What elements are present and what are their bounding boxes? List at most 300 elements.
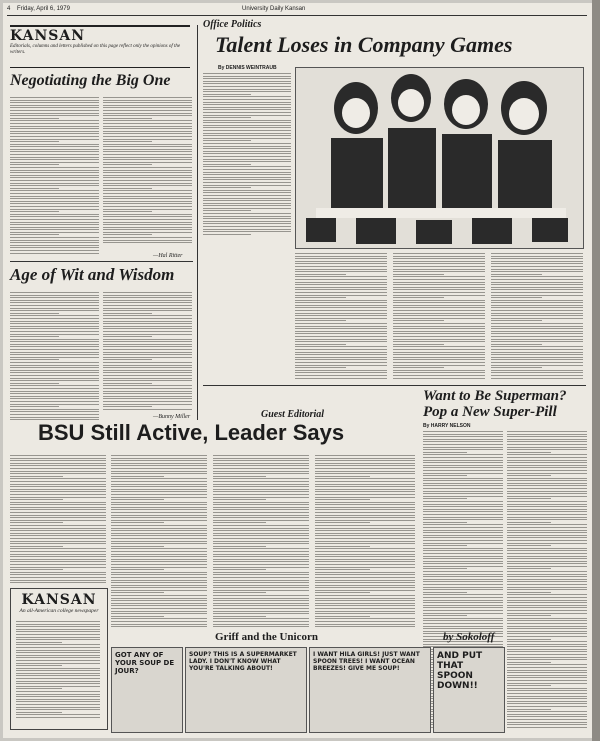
- text-line: [507, 485, 587, 486]
- text-line: [203, 135, 291, 136]
- text-line: [16, 652, 100, 653]
- text-line: [10, 139, 99, 140]
- text-line: [507, 626, 587, 627]
- text-line: [491, 336, 583, 337]
- text-line: [111, 489, 207, 490]
- text-line: [103, 97, 192, 98]
- text-line: [203, 159, 291, 160]
- text-line: [111, 522, 164, 523]
- text-line: [10, 473, 106, 474]
- text-line: [507, 610, 587, 611]
- text-line: [103, 209, 192, 210]
- text-line: [295, 328, 387, 329]
- text-line: [295, 295, 387, 296]
- text-line: [103, 120, 192, 121]
- text-line: [10, 509, 106, 510]
- page-number: 4: [7, 6, 11, 12]
- text-line: [315, 502, 415, 503]
- text-line: [10, 478, 106, 479]
- text-line: [10, 321, 99, 322]
- text-line: [16, 665, 62, 666]
- text-line: [507, 568, 551, 569]
- text-line: [507, 467, 587, 468]
- text-line: [393, 305, 485, 306]
- text-line: [10, 411, 99, 412]
- text-line: [507, 672, 587, 673]
- text-line: [103, 141, 152, 142]
- text-line: [10, 344, 99, 345]
- text-line: [213, 618, 309, 619]
- text-line: [295, 289, 387, 290]
- text-line: [10, 190, 99, 191]
- text-line: [10, 556, 106, 557]
- text-line: [111, 569, 164, 570]
- text-line: [10, 494, 106, 495]
- text-line: [507, 680, 587, 681]
- col1-author: —Hal Ritter: [153, 253, 183, 259]
- text-line: [213, 507, 309, 508]
- text-line: [315, 582, 415, 583]
- text-line: [423, 535, 503, 536]
- text-line: [103, 349, 192, 350]
- superman-byline: By HARRY NELSON: [423, 423, 471, 429]
- text-line: [203, 146, 291, 147]
- text-line: [423, 550, 503, 551]
- text-line: [213, 468, 309, 469]
- text-line: [111, 613, 207, 614]
- text-line: [10, 476, 63, 477]
- text-line: [423, 491, 503, 492]
- text-line: [111, 517, 207, 518]
- text-line: [213, 546, 266, 547]
- text-line: [507, 504, 587, 505]
- text-line: [423, 556, 503, 557]
- text-line: [10, 172, 99, 173]
- text-line: [16, 709, 100, 710]
- text-line: [111, 538, 207, 539]
- text-line: [103, 170, 192, 171]
- text-line: [315, 458, 415, 459]
- text-line: [10, 372, 99, 373]
- text-line: [111, 486, 207, 487]
- text-line: [103, 321, 192, 322]
- text-line: [111, 528, 207, 529]
- text-line: [423, 568, 467, 569]
- text-line: [10, 391, 99, 392]
- page-masthead: [7, 5, 587, 16]
- text-line: [10, 336, 59, 337]
- text-line: [315, 489, 415, 490]
- text-line: [507, 633, 587, 634]
- text-line: [315, 491, 415, 492]
- text-line: [111, 546, 164, 547]
- text-line: [10, 404, 99, 405]
- guest-body-col3: [213, 455, 309, 630]
- text-line: [103, 193, 192, 194]
- text-line: [423, 504, 503, 505]
- text-line: [10, 499, 63, 500]
- text-line: [213, 489, 309, 490]
- text-line: [213, 572, 309, 573]
- text-line: [507, 685, 551, 686]
- text-line: [16, 678, 100, 679]
- text-line: [103, 180, 192, 181]
- text-line: [213, 598, 309, 599]
- text-line: [213, 585, 309, 586]
- text-line: [393, 354, 485, 355]
- text-line: [491, 372, 583, 373]
- text-line: [423, 470, 503, 471]
- text-line: [315, 569, 370, 570]
- text-line: [507, 670, 587, 671]
- text-line: [203, 99, 291, 100]
- text-line: [507, 683, 587, 684]
- text-line: [10, 245, 99, 246]
- text-line: [295, 331, 387, 332]
- text-line: [423, 467, 503, 468]
- text-line: [16, 717, 100, 718]
- text-line: [103, 383, 152, 384]
- text-line: [295, 271, 387, 272]
- text-line: [491, 346, 583, 347]
- text-line: [103, 242, 192, 243]
- text-line: [507, 613, 587, 614]
- text-line: [423, 444, 503, 445]
- text-line: [393, 372, 485, 373]
- text-line: [10, 551, 106, 552]
- comic-author: by Sokoloff: [443, 631, 495, 643]
- text-line: [393, 375, 485, 376]
- text-line: [507, 628, 587, 629]
- text-line: [10, 146, 99, 147]
- text-line: [10, 141, 59, 142]
- text-line: [315, 530, 415, 531]
- text-line: [213, 600, 309, 601]
- text-line: [295, 357, 387, 358]
- text-line: [315, 618, 415, 619]
- text-line: [10, 105, 99, 106]
- text-line: [203, 107, 291, 108]
- text-line: [295, 258, 387, 259]
- text-line: [491, 352, 583, 353]
- text-line: [10, 102, 99, 103]
- text-line: [295, 300, 387, 301]
- text-line: [111, 577, 207, 578]
- text-line: [491, 339, 583, 340]
- text-line: [213, 556, 309, 557]
- text-line: [213, 577, 309, 578]
- text-line: [10, 131, 99, 132]
- text-line: [10, 297, 99, 298]
- text-line: [295, 362, 387, 363]
- text-line: [213, 491, 309, 492]
- text-line: [213, 569, 266, 570]
- text-line: [295, 354, 387, 355]
- text-line: [203, 86, 291, 87]
- text-line: [507, 447, 587, 448]
- text-line: [103, 118, 152, 119]
- text-line: [315, 497, 415, 498]
- text-line: [111, 458, 207, 459]
- text-line: [423, 626, 503, 627]
- text-line: [10, 463, 106, 464]
- text-line: [423, 571, 503, 572]
- text-line: [315, 554, 415, 555]
- text-line: [507, 524, 587, 525]
- text-line: [491, 344, 542, 345]
- text-line: [393, 333, 485, 334]
- text-line: [10, 315, 99, 316]
- text-line: [507, 452, 551, 453]
- text-line: [491, 331, 583, 332]
- text-line: [213, 478, 309, 479]
- text-line: [507, 644, 587, 645]
- text-line: [203, 172, 291, 173]
- text-line: [507, 709, 551, 710]
- text-line: [103, 388, 192, 389]
- text-line: [315, 585, 415, 586]
- text-line: [393, 310, 485, 311]
- text-line: [295, 313, 387, 314]
- text-line: [491, 305, 583, 306]
- text-line: [507, 641, 587, 642]
- text-line: [507, 592, 551, 593]
- col-divider: [10, 261, 193, 262]
- superman-headline: Want to Be Superman? Pop a New Super-Pill: [423, 388, 567, 420]
- text-line: [295, 341, 387, 342]
- text-line: [203, 223, 291, 224]
- text-line: [10, 136, 99, 137]
- text-line: [10, 247, 99, 248]
- text-line: [103, 308, 192, 309]
- text-line: [203, 148, 291, 149]
- text-line: [295, 318, 387, 319]
- text-line: [423, 558, 503, 559]
- text-line: [295, 305, 387, 306]
- text-line: [16, 650, 100, 651]
- text-line: [16, 686, 100, 687]
- text-line: [213, 473, 309, 474]
- text-line: [315, 556, 415, 557]
- text-line: [111, 530, 207, 531]
- text-line: [203, 166, 291, 167]
- text-line: [393, 282, 485, 283]
- text-line: [315, 517, 415, 518]
- text-line: [315, 587, 415, 588]
- text-line: [103, 157, 192, 158]
- text-line: [507, 631, 587, 632]
- text-line: [10, 219, 99, 220]
- text-line: [423, 589, 503, 590]
- text-line: [16, 626, 100, 627]
- text-line: [213, 517, 309, 518]
- text-line: [315, 580, 415, 581]
- text-line: [423, 501, 503, 502]
- text-line: [10, 133, 99, 134]
- text-line: [423, 620, 503, 621]
- text-line: [315, 515, 415, 516]
- text-line: [295, 326, 387, 327]
- text-line: [491, 307, 583, 308]
- text-line: [491, 300, 583, 301]
- text-line: [295, 375, 387, 376]
- text-line: [295, 339, 387, 340]
- text-line: [10, 126, 99, 127]
- text-line: [315, 616, 370, 617]
- text-line: [507, 449, 587, 450]
- text-line: [213, 512, 309, 513]
- text-line: [507, 698, 587, 699]
- text-line: [423, 553, 503, 554]
- text-line: [423, 522, 467, 523]
- text-line: [507, 441, 587, 442]
- text-line: [16, 629, 100, 630]
- text-line: [103, 297, 192, 298]
- text-line: [295, 323, 387, 324]
- text-line: [10, 180, 99, 181]
- text-line: [103, 144, 192, 145]
- text-line: [213, 621, 309, 622]
- text-line: [203, 91, 291, 92]
- text-line: [10, 229, 99, 230]
- text-line: [103, 378, 192, 379]
- text-line: [213, 494, 309, 495]
- text-line: [423, 480, 503, 481]
- text-line: [507, 605, 587, 606]
- text-line: [491, 318, 583, 319]
- text-line: [491, 297, 542, 298]
- text-line: [10, 401, 99, 402]
- text-line: [10, 302, 99, 303]
- text-line: [203, 190, 291, 191]
- text-line: [203, 208, 291, 209]
- text-line: [423, 519, 503, 520]
- text-line: [16, 631, 100, 632]
- text-line: [507, 667, 587, 668]
- text-line: [213, 533, 309, 534]
- text-line: [423, 447, 503, 448]
- text-line: [10, 209, 99, 210]
- text-line: [213, 535, 309, 536]
- text-line: [507, 530, 587, 531]
- text-line: [315, 595, 415, 596]
- text-line: [507, 693, 587, 694]
- text-line: [423, 613, 503, 614]
- text-line: [491, 320, 542, 321]
- text-line: [10, 113, 99, 114]
- text-line: [393, 326, 485, 327]
- text-line: [295, 253, 387, 254]
- text-line: [213, 465, 309, 466]
- text-line: [423, 452, 467, 453]
- text-line: [423, 431, 503, 432]
- text-line: [111, 512, 207, 513]
- text-line: [491, 310, 583, 311]
- text-line: [423, 498, 467, 499]
- text-line: [16, 668, 100, 669]
- text-line: [393, 263, 485, 264]
- text-line: [507, 696, 587, 697]
- text-line: [213, 481, 309, 482]
- text-line: [10, 564, 106, 565]
- text-line: [111, 548, 207, 549]
- text-line: [10, 352, 99, 353]
- text-line: [491, 256, 583, 257]
- text-line: [423, 594, 503, 595]
- text-line: [103, 318, 192, 319]
- text-line: [507, 493, 587, 494]
- text-line: [203, 83, 291, 84]
- text-line: [103, 105, 192, 106]
- text-line: [111, 551, 207, 552]
- text-line: [507, 475, 551, 476]
- text-line: [10, 250, 99, 251]
- text-line: [295, 370, 387, 371]
- text-line: [16, 634, 100, 635]
- text-line: [491, 295, 583, 296]
- text-line: [10, 580, 106, 581]
- text-line: [111, 618, 207, 619]
- kansan-subtitle: Editorials, columns and letters published on this page reflect only the opinions of the writers.: [10, 44, 181, 55]
- text-line: [315, 559, 415, 560]
- text-line: [10, 224, 99, 225]
- text-line: [10, 406, 59, 407]
- text-line: [507, 579, 587, 580]
- text-line: [507, 703, 587, 704]
- text-line: [111, 465, 207, 466]
- text-line: [10, 559, 106, 560]
- text-line: [10, 253, 99, 254]
- text-line: [507, 454, 587, 455]
- text-line: [10, 538, 106, 539]
- text-line: [423, 462, 503, 463]
- text-line: [423, 537, 503, 538]
- text-line: [393, 269, 485, 270]
- text-line: [10, 232, 99, 233]
- text-line: [10, 185, 99, 186]
- newspaper-page: [3, 3, 592, 738]
- text-line: [507, 639, 551, 640]
- text-line: [491, 271, 583, 272]
- text-line: [393, 258, 485, 259]
- text-line: [315, 481, 415, 482]
- text-line: [103, 102, 192, 103]
- text-line: [10, 541, 106, 542]
- text-line: [213, 592, 266, 593]
- kansan-title: KANSAN: [10, 28, 86, 44]
- text-line: [315, 626, 415, 627]
- text-line: [103, 380, 192, 381]
- text-line: [295, 310, 387, 311]
- text-line: [507, 574, 587, 575]
- text-line: [16, 712, 62, 713]
- text-line: [16, 704, 100, 705]
- text-line: [507, 618, 587, 619]
- text-line: [10, 154, 99, 155]
- text-line: [213, 538, 309, 539]
- text-line: [393, 357, 485, 358]
- text-line: [16, 647, 100, 648]
- text-line: [10, 546, 63, 547]
- text-line: [423, 434, 503, 435]
- text-line: [103, 391, 192, 392]
- kansan2-subtitle: An all-American college newspaper: [19, 608, 99, 614]
- text-line: [10, 308, 99, 309]
- text-line: [103, 115, 192, 116]
- text-line: [10, 417, 99, 418]
- office-body-col1: [295, 253, 387, 381]
- text-line: [16, 688, 62, 689]
